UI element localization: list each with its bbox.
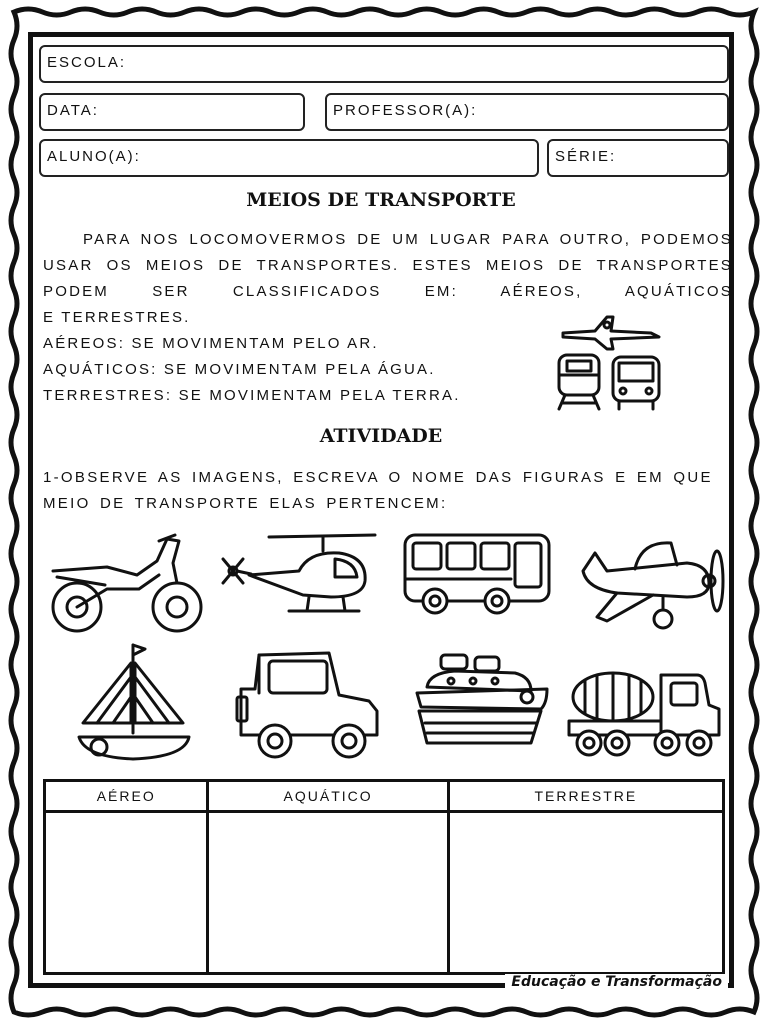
page-title: MEIOS DE TRANSPORTE: [246, 189, 516, 211]
header-aereo: AÉREO: [45, 781, 208, 812]
answer-table-row: [45, 812, 724, 974]
escola-label: ESCOLA:: [47, 54, 127, 71]
transport-icons-illustration: [555, 303, 667, 415]
serie-label: SÉRIE:: [555, 148, 617, 165]
ship-icon: [415, 647, 555, 757]
jeep-icon: [235, 645, 383, 765]
intro-paragraph: PARA NOS LOCOMOVERMOS DE UM LUGAR PARA OUTRO, PODEMOS USAR OS MEIOS DE TRANSPORTES. ESTES MEIOS DE TRANSPORTES PODEM SER CLASSIFICADOS EM: AÉREOS, AQUÁTICOS: [43, 231, 733, 300]
serie-field[interactable]: [547, 139, 729, 177]
terrestres-definition: TERRESTRES: SE MOVIMENTAM PELA TERRA.: [43, 387, 461, 404]
data-label: DATA:: [47, 102, 99, 119]
train-icon: [559, 355, 599, 409]
activity-instruction: 1-OBSERVE AS IMAGENS, ESCREVA O NOME DAS FIGURAS E EM QUE MEIO DE TRANSPORTE ELAS PERTENCEM:: [43, 469, 713, 512]
aereo-answer-cell[interactable]: [45, 812, 208, 974]
small-airplane-icon: [563, 317, 659, 349]
aquaticos-definition: AQUÁTICOS: SE MOVIMENTAM PELA ÁGUA.: [43, 361, 436, 378]
terrestre-answer-cell[interactable]: [448, 812, 723, 974]
answer-table: [43, 779, 725, 975]
worksheet-frame: [28, 32, 734, 988]
helicopter-icon: [219, 531, 379, 617]
activity-title: ATIVIDADE: [319, 425, 443, 447]
header-aquatico: AQUÁTICO: [208, 781, 448, 812]
answer-table-header-row: [45, 781, 724, 812]
aluno-field[interactable]: [39, 139, 539, 177]
aereos-definition: AÉREOS: SE MOVIMENTAM PELO AR.: [43, 335, 379, 352]
aluno-label: ALUNO(A):: [47, 148, 141, 165]
cement-truck-icon: [567, 663, 723, 763]
aquatico-answer-cell[interactable]: [208, 812, 448, 974]
sailboat-icon: [73, 637, 193, 767]
header-terrestre: TERRESTRE: [448, 781, 723, 812]
professor-label: PROFESSOR(A):: [333, 102, 478, 119]
motorcycle-icon: [47, 527, 207, 637]
bus-icon: [401, 531, 553, 615]
professor-field[interactable]: [325, 93, 729, 131]
propeller-airplane-icon: [577, 531, 727, 631]
footer-credit: Educação e Transformação: [505, 974, 728, 990]
escola-field[interactable]: [39, 45, 729, 83]
bus-front-icon: [613, 357, 659, 409]
intro-last-line: E TERRESTRES.: [43, 309, 191, 326]
data-field[interactable]: [39, 93, 305, 131]
